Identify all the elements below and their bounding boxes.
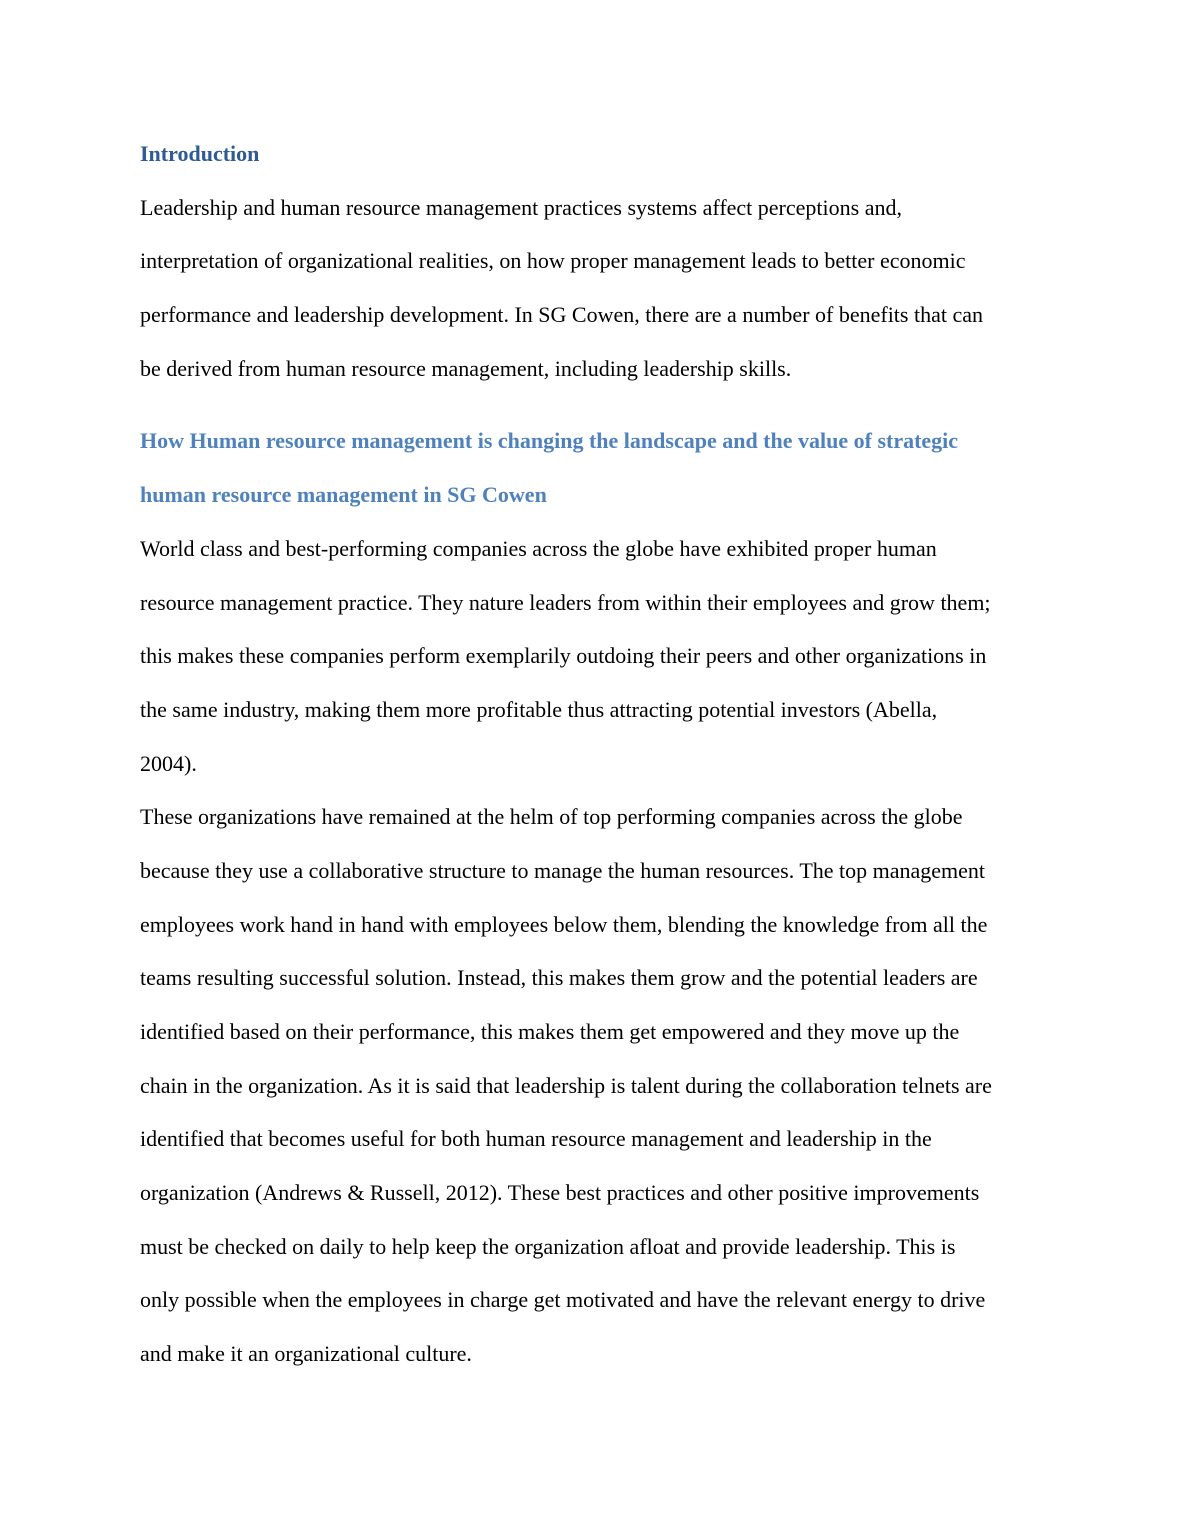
text-line: the same industry, making them more profitable thus attracting potential investors (Abella, [140,696,938,722]
text-line: must be checked on daily to help keep the organization afloat and provide leadership. This is [140,1233,956,1259]
text-line: identified based on their performance, this makes them get empowered and they move up the [140,1019,960,1044]
text-line: and make it an organizational culture. [140,1341,472,1367]
document-body [140,127,1050,1381]
text-line: World class and best-performing companies across the globe have exhibited proper human [140,535,937,561]
text-line: because they use a collaborative structure to manage the human resources. The top management [140,857,986,883]
section-heading-line: human resource management in SG Cowen [140,482,547,508]
text-line: 2004). [140,750,197,776]
text-line: chain in the organization. As it is said that leadership is talent during the collaboration telnets are [140,1072,992,1098]
text-line: These organizations have remained at the helm of top performing companies across the globe [140,804,963,830]
text-line: employees work hand in hand with employees below them, blending the knowledge from all the [140,911,988,937]
introduction-heading: Introduction [140,141,260,166]
body-paragraph-2 [140,790,1050,1381]
text-line: only possible when the employees in charge get motivated and have the relevant energy to drive [140,1287,986,1313]
text-line: this makes these companies perform exemplarily outdoing their peers and other organizations in [140,643,987,669]
text-line: organization (Andrews & Russell, 2012). These best practices and other positive improvements [140,1180,980,1206]
section-heading [140,414,1050,521]
text-line: identified that becomes useful for both human resource management and leadership in the [140,1126,932,1152]
text-line: performance and leadership development. In SG Cowen, there are a number of benefits that can [140,302,984,328]
section-heading-line: How Human resource management is changing the landscape and the value of strategic [140,428,959,454]
section-spacer [140,395,1050,414]
text-line: be derived from human resource management, including leadership skills. [140,355,792,381]
text-line: teams resulting successful solution. Instead, this makes them grow and the potential leaders are [140,965,978,991]
body-paragraph-1 [140,522,1050,790]
introduction-paragraph [140,181,1050,396]
text-line: interpretation of organizational realities, on how proper management leads to better economic [140,248,966,274]
text-line: Leadership and human resource management practices systems affect perceptions and, [140,194,902,220]
text-line: resource management practice. They nature leaders from within their employees and grow them; [140,589,991,615]
